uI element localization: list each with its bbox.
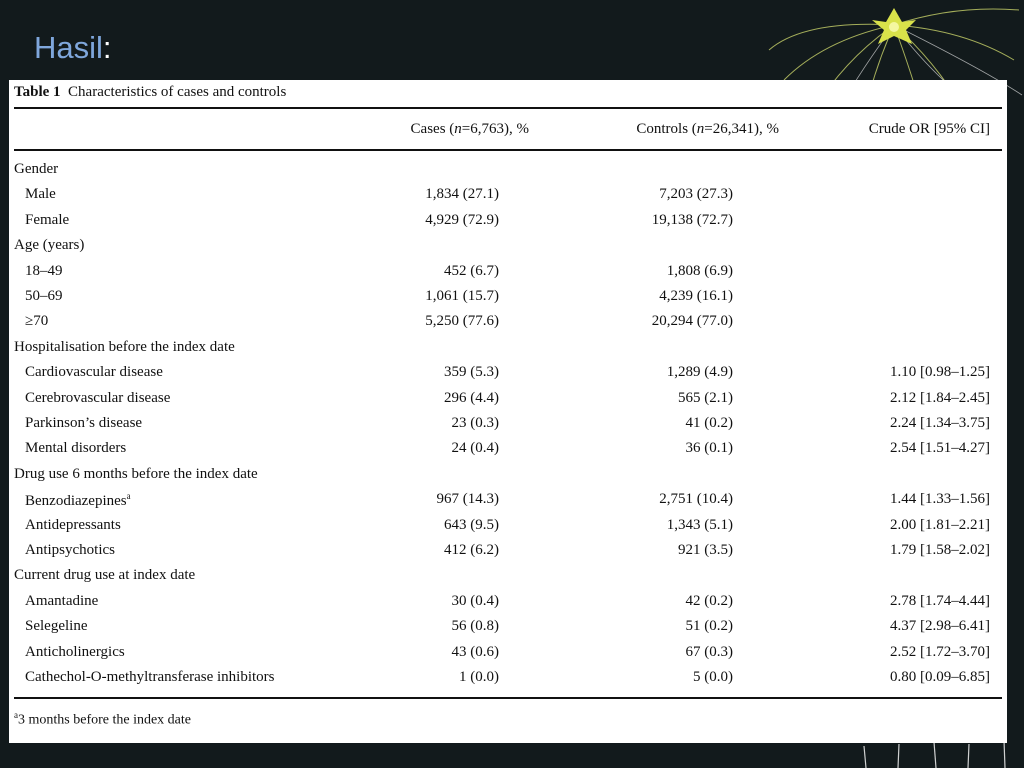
controls-cell: 4,239 (16.1) xyxy=(659,288,733,304)
row-label xyxy=(25,542,115,559)
footnote-text: 3 months before the index date xyxy=(18,712,192,728)
row-label xyxy=(25,593,98,610)
table-header-rule xyxy=(14,149,1002,151)
cases-header-n: n xyxy=(454,121,462,137)
table-row xyxy=(9,440,1007,464)
table-bottom-rule xyxy=(14,697,1002,699)
column-header-controls xyxy=(636,121,779,138)
row-label xyxy=(14,339,235,356)
controls-cell: 5 (0.0) xyxy=(693,669,733,685)
cases-cell: 643 (9.5) xyxy=(444,516,499,533)
row-label-text: Hospitalisation before the index date xyxy=(14,338,235,355)
cases-cell: 1,061 (15.7) xyxy=(425,288,499,304)
row-label-text: Age (years) xyxy=(14,237,85,254)
odds-ratio-cell: 2.12 [1.84–2.45] xyxy=(890,389,990,406)
table-row xyxy=(9,491,1007,515)
table-section-row xyxy=(9,567,1007,591)
row-label-text: 50–69 xyxy=(25,288,63,304)
cases-cell: 1 (0.0) xyxy=(459,669,499,685)
row-label-text: Cerebrovascular disease xyxy=(25,389,171,406)
row-label-text: Anticholinergics xyxy=(25,643,125,660)
table-caption-label: Table 1 xyxy=(14,84,61,100)
slide-title xyxy=(34,30,112,66)
row-label xyxy=(25,491,131,510)
table-caption-text: Characteristics of cases and controls xyxy=(68,84,287,100)
row-label xyxy=(14,161,58,178)
table-row xyxy=(9,593,1007,617)
table-row xyxy=(9,263,1007,287)
table-row xyxy=(9,669,1007,693)
controls-cell: 51 (0.2) xyxy=(685,618,733,635)
footnote-mark: a xyxy=(14,710,18,720)
controls-cell: 67 (0.3) xyxy=(685,643,733,660)
controls-header-prefix: Controls ( xyxy=(636,121,697,137)
row-label-text: Benzodiazepines xyxy=(25,493,127,510)
row-label xyxy=(25,618,87,635)
row-label-text: Parkinson’s disease xyxy=(25,415,143,431)
row-label-text: Amantadine xyxy=(25,592,99,609)
table-caption xyxy=(14,84,286,101)
controls-cell: 1,808 (6.9) xyxy=(666,262,733,279)
cases-cell: 967 (14.3) xyxy=(436,491,499,508)
row-label-text: Drug use 6 months before the index date xyxy=(14,465,258,482)
table-row xyxy=(9,212,1007,236)
row-label xyxy=(25,390,170,407)
odds-ratio-cell: 1.79 [1.58–2.02] xyxy=(890,542,990,558)
row-label xyxy=(14,567,195,584)
odds-ratio-cell: 4.37 [2.98–6.41] xyxy=(890,618,990,635)
cases-header-suffix: =6,763), % xyxy=(461,121,529,137)
controls-cell: 921 (3.5) xyxy=(678,542,733,558)
row-label-text: Cathechol-O-methyltransferase inhibitors xyxy=(25,669,275,685)
table-section-row xyxy=(9,466,1007,490)
controls-header-suffix: =26,341), % xyxy=(704,121,779,137)
cases-cell: 43 (0.6) xyxy=(451,643,499,660)
cases-cell: 56 (0.8) xyxy=(451,618,499,635)
odds-ratio-cell: 2.78 [1.74–4.44] xyxy=(890,592,990,609)
controls-header-n: n xyxy=(696,121,705,137)
table-section-row xyxy=(9,161,1007,185)
table-row xyxy=(9,313,1007,337)
controls-cell: 42 (0.2) xyxy=(685,592,733,609)
row-label xyxy=(25,364,163,381)
row-label xyxy=(25,186,56,203)
controls-cell: 1,343 (5.1) xyxy=(666,516,733,533)
table-top-rule xyxy=(14,107,1002,109)
row-label xyxy=(25,440,126,457)
row-label xyxy=(25,644,125,661)
table-row xyxy=(9,517,1007,541)
table-panel xyxy=(9,80,1007,743)
row-label xyxy=(14,466,258,483)
row-label-text: Male xyxy=(25,186,56,203)
controls-cell: 2,751 (10.4) xyxy=(659,491,733,508)
column-header-cases xyxy=(411,121,529,138)
table-row xyxy=(9,288,1007,312)
odds-ratio-cell: 2.54 [1.51–4.27] xyxy=(890,440,990,457)
row-label-text: Current drug use at index date xyxy=(14,567,196,584)
cases-header-prefix: Cases ( xyxy=(410,121,455,137)
row-label xyxy=(25,212,69,229)
controls-cell: 19,138 (72.7) xyxy=(651,211,733,228)
controls-cell: 36 (0.1) xyxy=(685,440,733,457)
cases-cell: 30 (0.4) xyxy=(451,592,499,609)
table-row xyxy=(9,644,1007,668)
row-label-text: Antipsychotics xyxy=(25,542,115,558)
table-section-row xyxy=(9,237,1007,261)
row-label-text: Gender xyxy=(14,161,59,177)
controls-cell: 7,203 (27.3) xyxy=(659,186,733,203)
row-label xyxy=(25,288,63,305)
cases-cell: 24 (0.4) xyxy=(451,440,499,457)
odds-ratio-cell: 2.24 [1.34–3.75] xyxy=(890,415,990,431)
cases-cell: 359 (5.3) xyxy=(444,364,499,381)
odds-ratio-cell: 2.00 [1.81–2.21] xyxy=(890,516,990,533)
row-label-text: ≥70 xyxy=(25,313,49,330)
controls-cell: 41 (0.2) xyxy=(685,415,733,431)
row-label-text: Female xyxy=(25,211,70,228)
row-label xyxy=(14,237,84,254)
row-label-footnote-mark: a xyxy=(126,491,131,502)
row-label-text: Mental disorders xyxy=(25,440,127,457)
controls-cell: 20,294 (77.0) xyxy=(651,313,733,330)
row-label-text: Selegeline xyxy=(25,618,88,635)
cases-cell: 452 (6.7) xyxy=(444,262,499,279)
row-label xyxy=(25,415,142,432)
table-footnote xyxy=(14,710,191,729)
row-label-text: Cardiovascular disease xyxy=(25,364,163,381)
table-section-row xyxy=(9,339,1007,363)
table-row xyxy=(9,542,1007,566)
cases-cell: 1,834 (27.1) xyxy=(425,186,499,203)
table-row xyxy=(9,186,1007,210)
slide-title-colon: : xyxy=(102,30,112,65)
table-row xyxy=(9,415,1007,439)
cases-cell: 412 (6.2) xyxy=(444,542,499,558)
cases-cell: 296 (4.4) xyxy=(444,389,499,406)
row-label xyxy=(25,313,48,330)
row-label xyxy=(25,263,63,280)
row-label-text: Antidepressants xyxy=(25,516,121,533)
odds-ratio-cell: 1.10 [0.98–1.25] xyxy=(890,364,990,381)
row-label xyxy=(25,669,275,686)
cases-cell: 23 (0.3) xyxy=(451,415,499,431)
row-label xyxy=(25,517,121,534)
row-label-text: 18–49 xyxy=(25,262,63,279)
controls-cell: 1,289 (4.9) xyxy=(666,364,733,381)
cases-cell: 5,250 (77.6) xyxy=(425,313,499,330)
cases-cell: 4,929 (72.9) xyxy=(425,211,499,228)
table-row xyxy=(9,390,1007,414)
table-row xyxy=(9,618,1007,642)
controls-cell: 565 (2.1) xyxy=(678,389,733,406)
table-row xyxy=(9,364,1007,388)
odds-ratio-cell: 1.44 [1.33–1.56] xyxy=(890,491,990,508)
column-header-or: Crude OR [95% CI] xyxy=(868,121,990,137)
odds-ratio-cell: 0.80 [0.09–6.85] xyxy=(890,669,990,685)
odds-ratio-cell: 2.52 [1.72–3.70] xyxy=(890,643,990,660)
slide-title-main: Hasil xyxy=(34,30,103,65)
